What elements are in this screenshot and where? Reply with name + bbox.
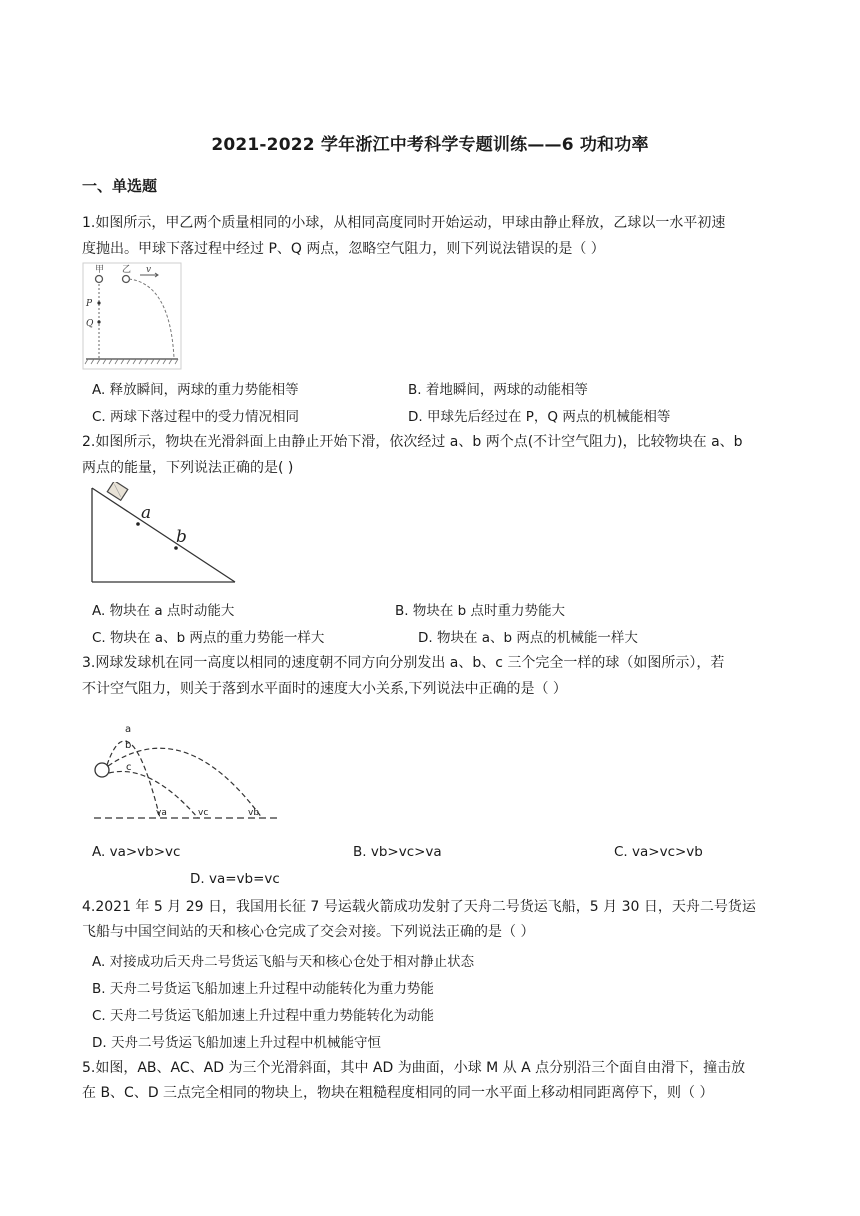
- q3-fig-label-a: a: [125, 724, 132, 735]
- q2-fig-label-a: a: [141, 503, 152, 523]
- q4-option-a: A. 对接成功后天舟二号货运飞船与天和核心仓处于相对静止状态: [92, 954, 475, 970]
- q3-option-d: D. va=vb=vc: [190, 871, 280, 887]
- q1-fig-label-Q: Q: [86, 319, 94, 329]
- q4-stem-line1: 4.2021 年 5 月 29 日，我国用长征 7 号运载火箭成功发射了天舟二号货运飞船，5 月 30 日，天舟二号货运: [82, 899, 756, 915]
- q1-fig-label-v: v: [146, 265, 152, 275]
- q3-launcher: [95, 763, 109, 777]
- document-title: 2021-2022 学年浙江中考科学专题训练——6 功和功率: [211, 135, 649, 155]
- q3-fig-label-vb: vb: [248, 808, 260, 818]
- q3-fig-label-va: va: [156, 808, 167, 818]
- q1-fig-label-P: P: [86, 299, 93, 309]
- q1-option-a: A. 释放瞬间，两球的重力势能相等: [92, 382, 299, 398]
- q3-option-c: C. va>vc>vb: [614, 844, 703, 860]
- q1-fig-label-jia: 甲: [95, 265, 105, 275]
- q1-ball-jia: [96, 276, 103, 283]
- q2-option-b: B. 物块在 b 点时重力势能大: [395, 603, 565, 619]
- q5-stem-line2: 在 B、C、D 三点完全相同的物块上，物块在粗糙程度相同的同一水平面上移动相同距离停下，则（ ）: [82, 1085, 714, 1101]
- q2-figure: [88, 482, 238, 588]
- q1-option-d: D. 甲球先后经过在 P，Q 两点的机械能相等: [408, 409, 671, 425]
- q4-stem-line2: 飞船与中国空间站的天和核心仓完成了交会对接。下列说法正确的是（ ）: [82, 924, 535, 940]
- q1-figure: [82, 262, 182, 370]
- q1-option-b: B. 着地瞬间，两球的动能相等: [408, 382, 588, 398]
- q1-stem-line2: 度抛出。甲球下落过程中经过 P、Q 两点，忽略空气阻力，则下列说法错误的是（ ）: [82, 241, 605, 257]
- q3-fig-label-b: b: [125, 740, 132, 751]
- q3-figure: [90, 718, 285, 822]
- q2-option-a: A. 物块在 a 点时动能大: [92, 603, 235, 619]
- q1-option-c: C. 两球下落过程中的受力情况相同: [92, 409, 300, 425]
- q3-stem-line1: 3.网球发球机在同一高度以相同的速度朝不同方向分别发出 a、b、c 三个完全一样的球（如图所示），若: [82, 655, 725, 671]
- q3-option-b: B. vb>vc>va: [353, 844, 442, 860]
- q4-option-b: B. 天舟二号货运飞船加速上升过程中动能转化为重力势能: [92, 981, 434, 997]
- q2-option-c: C. 物块在 a、b 两点的重力势能一样大: [92, 630, 325, 646]
- q5-stem-line1: 5.如图，AB、AC、AD 为三个光滑斜面，其中 AD 为曲面，小球 M 从 A 点分别沿三个面自由滑下，撞击放: [82, 1060, 746, 1076]
- q3-fig-label-vc: vc: [198, 808, 209, 818]
- q2-stem-line1: 2.如图所示，物块在光滑斜面上由静止开始下滑，依次经过 a、b 两个点(不计空气阻力)，比较物块在 a、b: [82, 434, 743, 450]
- q1-stem-line1: 1.如图所示，甲乙两个质量相同的小球，从相同高度同时开始运动，甲球由静止释放，乙球以一水平初速: [82, 215, 726, 231]
- q2-option-d: D. 物块在 a、b 两点的机械能一样大: [418, 630, 638, 646]
- q2-fig-label-b: b: [176, 527, 187, 547]
- q3-option-a: A. va>vb>vc: [92, 844, 181, 860]
- q3-fig-label-c: c: [126, 762, 132, 773]
- q1-ball-yi: [123, 276, 130, 283]
- q4-option-c: C. 天舟二号货运飞船加速上升过程中重力势能转化为动能: [92, 1008, 435, 1024]
- q4-option-d: D. 天舟二号货运飞船加速上升过程中机械能守恒: [92, 1035, 381, 1051]
- section-heading: 一、单选题: [82, 177, 158, 195]
- q2-stem-line2: 两点的能量，下列说法正确的是( ): [82, 460, 294, 476]
- q1-fig-label-yi: 乙: [122, 265, 132, 275]
- q3-stem-line2: 不计空气阻力，则关于落到水平面时的速度大小关系,下列说法中正确的是（ ）: [82, 681, 567, 697]
